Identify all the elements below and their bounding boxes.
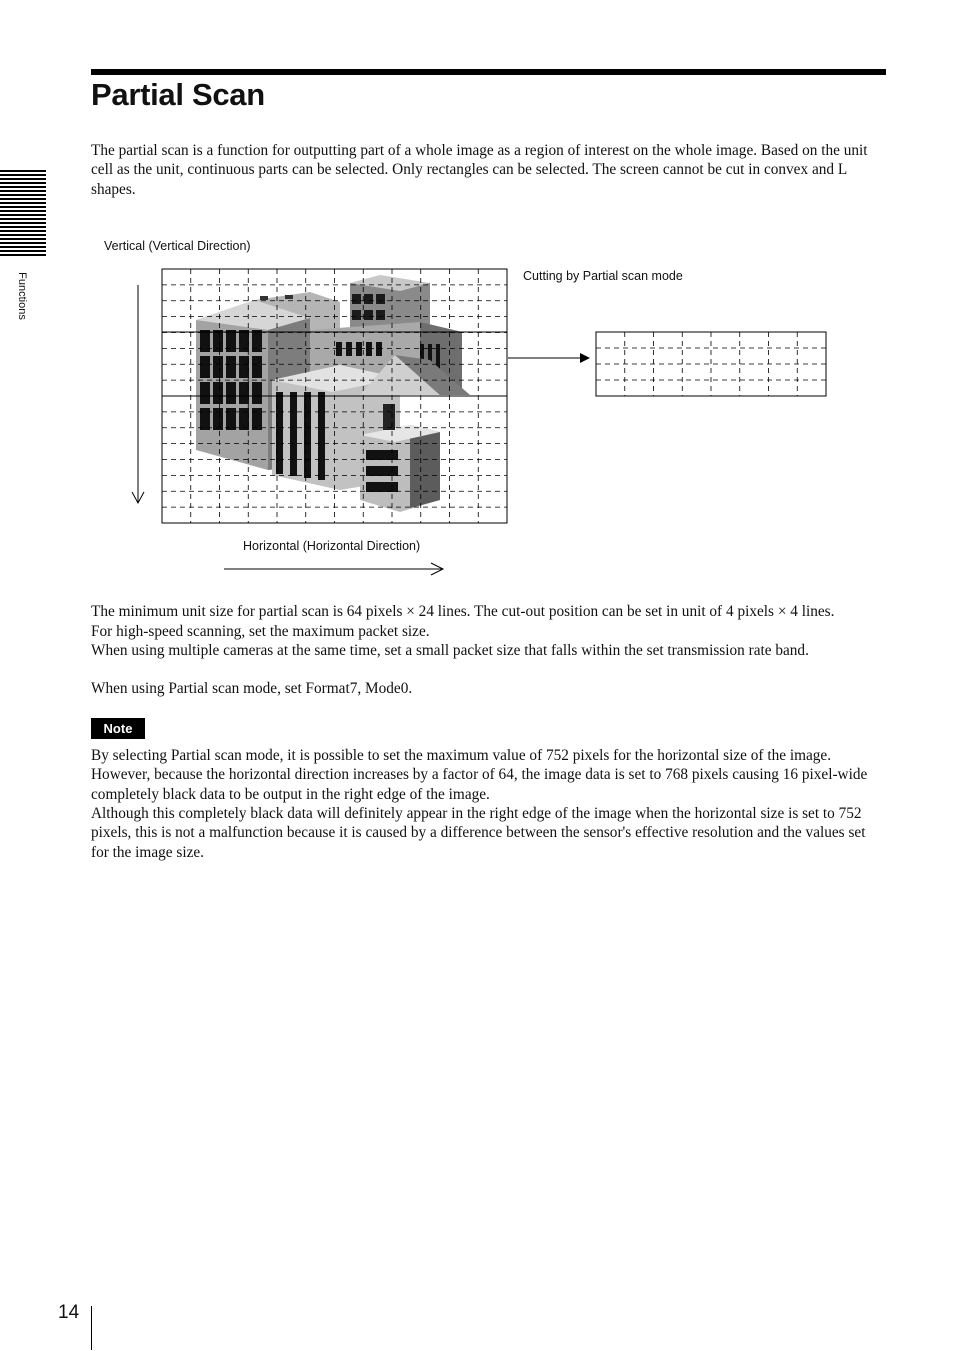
diagram-graphic xyxy=(0,0,954,600)
page-number: 14 xyxy=(58,1302,80,1323)
multi-camera-paragraph: When using multiple cameras at the same time, set a small packet size that falls within the set transmission rate band. xyxy=(91,642,809,659)
cut-mode-label: Cutting by Partial scan mode xyxy=(523,269,683,283)
page-number-rule xyxy=(91,1306,92,1350)
side-tab-label: Functions xyxy=(16,272,28,320)
format-paragraph: When using Partial scan mode, set Format7, Mode0. xyxy=(91,680,413,697)
note-badge: Note xyxy=(91,718,145,739)
page-title: Partial Scan xyxy=(91,77,265,112)
intro-paragraph: The partial scan is a function for outputting part of a whole image as a region of interest on the whole image. Based on the unit cell as the unit, continuous parts can be selected. Only rectangles can be selected. The screen cannot be cut in convex and L shapes. xyxy=(91,142,868,198)
high-speed-paragraph: For high-speed scanning, set the maximum packet size. xyxy=(91,623,430,640)
unit-size-paragraph: The minimum unit size for partial scan is 64 pixels × 24 lines. The cut-out position can be set in unit of 4 pixels × 4 lines. xyxy=(91,603,835,620)
vertical-direction-label: Vertical (Vertical Direction) xyxy=(104,239,251,253)
horizontal-direction-label: Horizontal (Horizontal Direction) xyxy=(243,539,421,553)
note-paragraph-1: By selecting Partial scan mode, it is possible to set the maximum value of 752 pixels for the horizontal size of the image. However, because the horizontal direction increases by a factor of 64, the image data is set to 768 pixels causing 16 pixel-wide completely black data to be output in the right edge of the image. xyxy=(91,747,868,803)
note-paragraph-2: Although this completely black data will definitely appear in the right edge of the image when the horizontal size is set to 752 pixels, this is not a malfunction because it is caused by a difference between the sensor's effective resolution and the values set for the image size. xyxy=(91,805,866,861)
cropped-image-grid xyxy=(596,332,826,396)
buildings-illustration xyxy=(196,275,470,512)
